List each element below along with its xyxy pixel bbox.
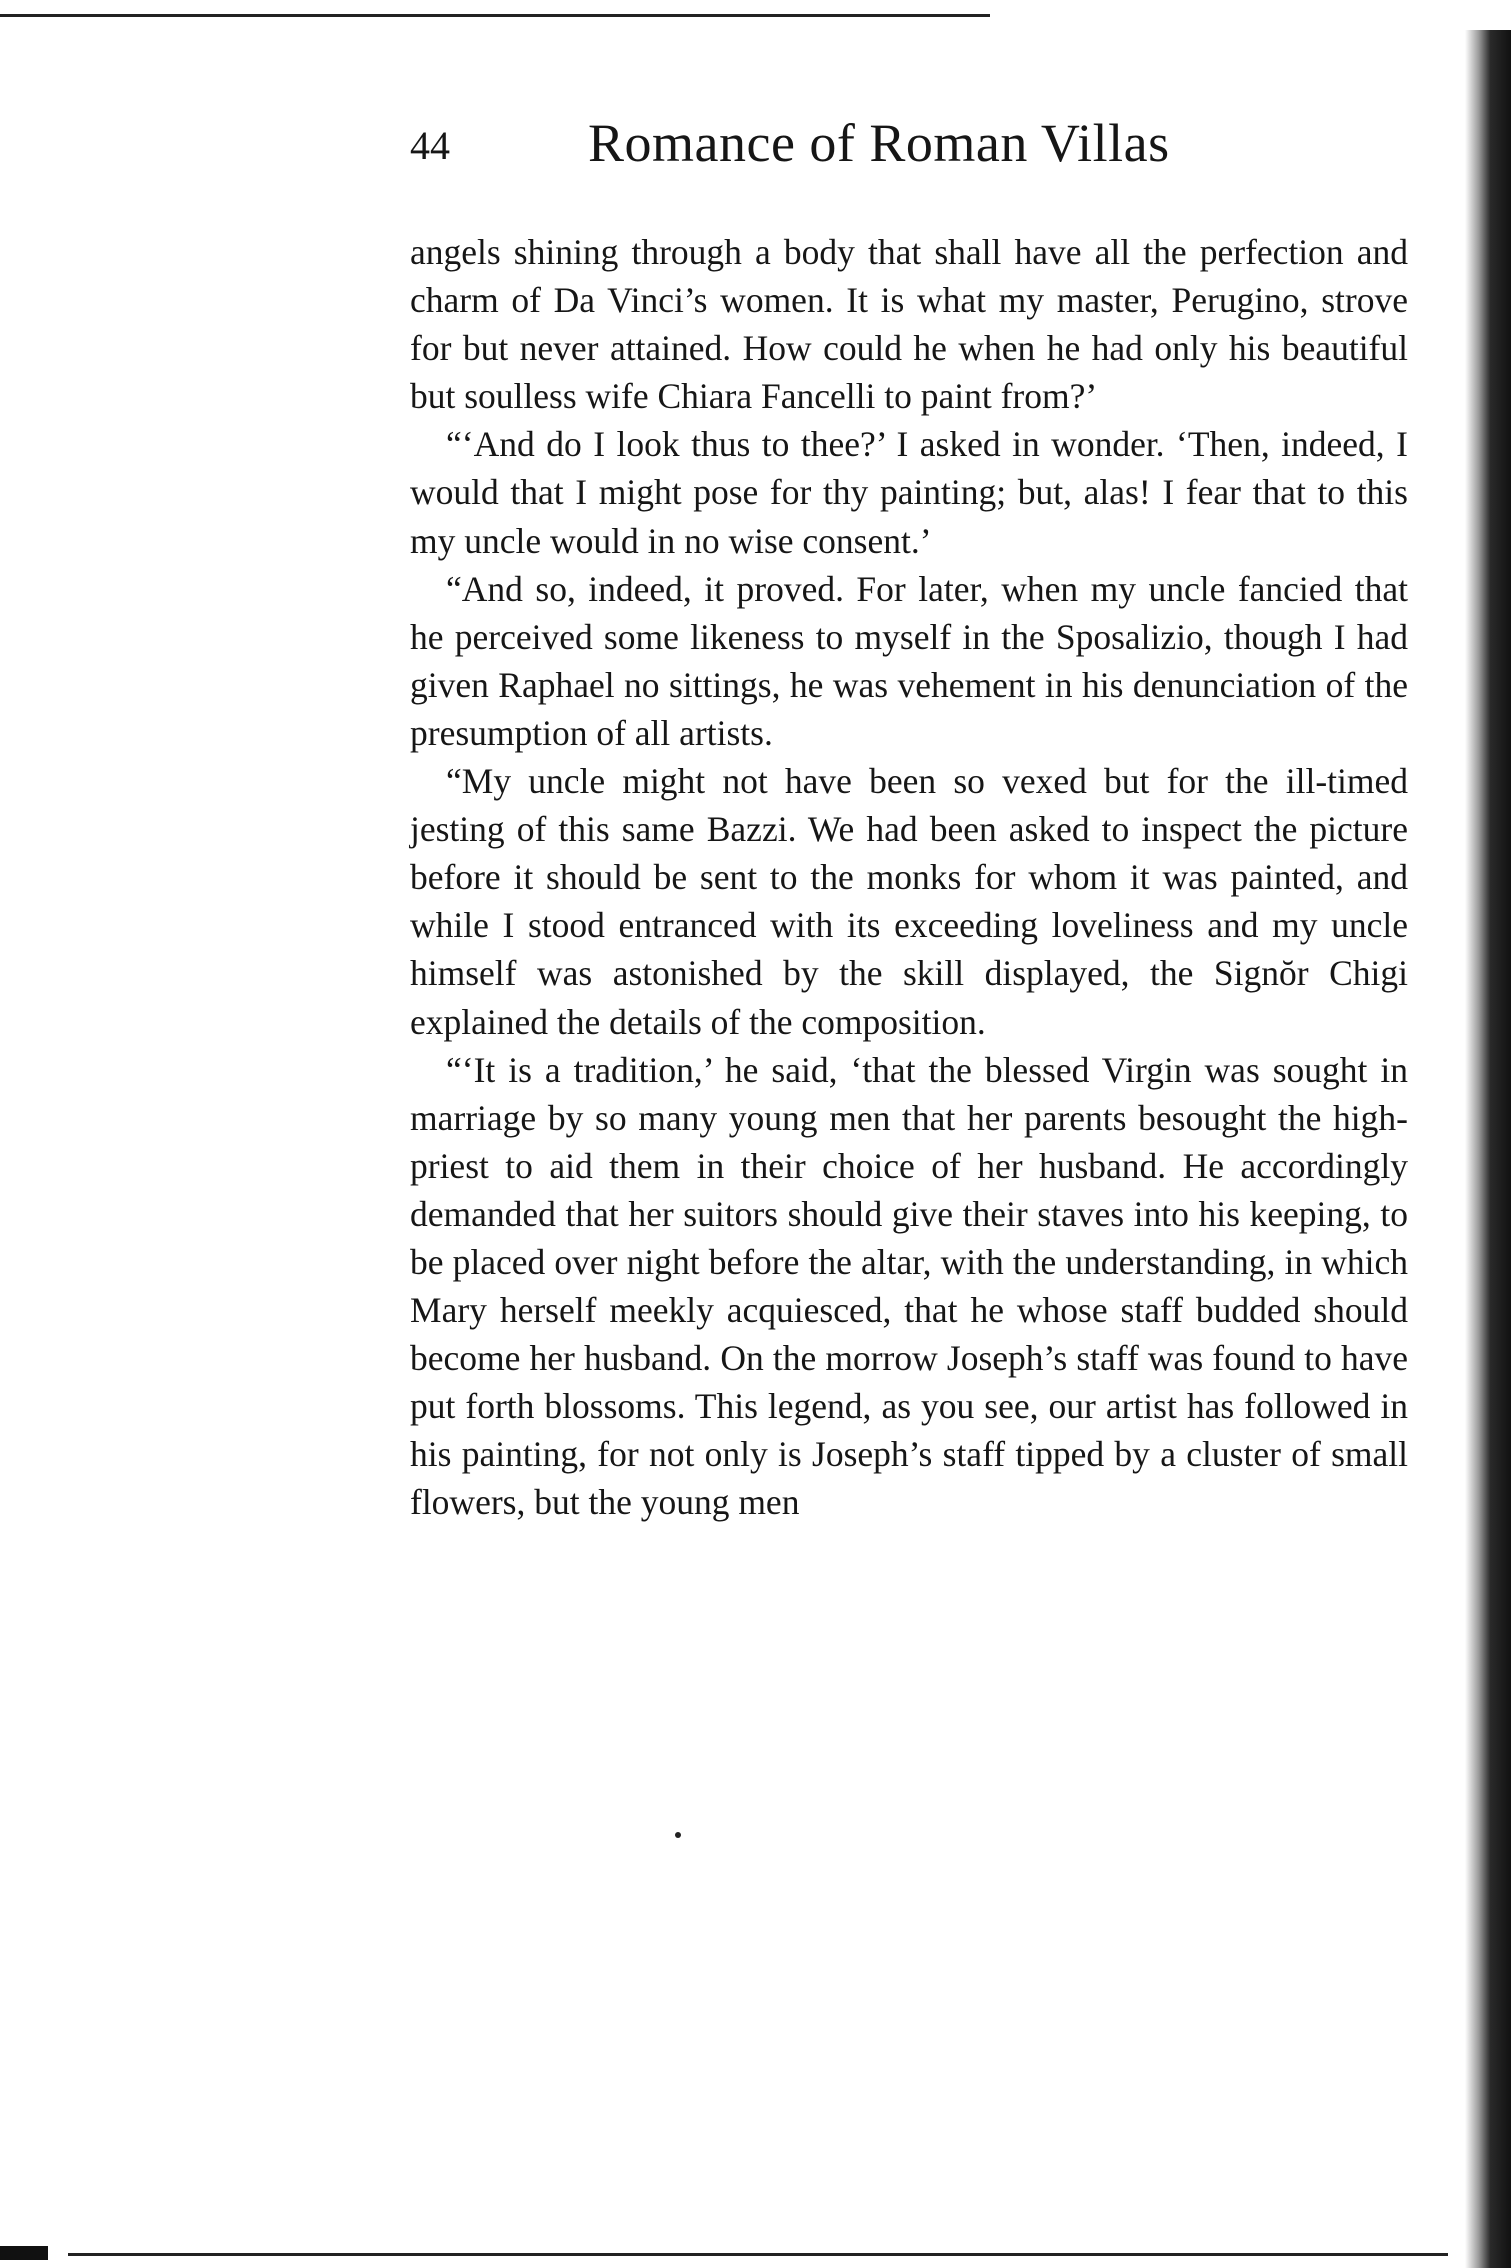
paragraph-4: “My uncle might not have been so vexed but for the ill-timed jesting of this same Bazzi. We had been asked to inspect the picture before it should be sent to the monks for whom it was painted, and while I stood entranced with its exceeding loveliness and my uncle himself was astonished by the skill displayed, the Signŏr Chigi explained the details of the composition.	[410, 761, 1408, 1042]
top-rule	[0, 14, 990, 17]
paragraph-5: “‘It is a tradition,’ he said, ‘that the blessed Virgin was sought in marriage by so many young men that her parents besought the high-priest to aid them in their choice of her husband. He accordingly demanded that her suitors should give their staves into his keeping, to be placed over night before the altar, with the understanding, in which Mary herself meekly acquiesced, that he whose staff budded should become her husband. On the morrow Joseph’s staff was found to have put forth blossoms. This legend, as you see, our artist has followed in his painting, for not only is Joseph’s staff tipped by a cluster of small flowers, but the young men	[410, 1049, 1408, 1523]
page-edge-shadow	[1465, 30, 1511, 2268]
running-title: Romance of Roman Villas	[588, 113, 1170, 173]
stray-ink-dot	[675, 1832, 681, 1838]
paragraph-1: angels shining through a body that shall have all the perfection and charm of Da Vinci’s women. It is what my master, Perugino, strove for but never attained. How could he when he had only his beautiful but soulless wife Chiara Fancelli to paint from?’	[410, 232, 1408, 417]
page-header	[410, 112, 1420, 182]
paragraph-3: “And so, indeed, it proved. For later, when my uncle fancied that he perceived some likeness to myself in the Sposalizio, though I had given Raphael no sittings, he was vehement in his denunciation of the presumption of all artists.	[410, 568, 1408, 753]
body-text	[410, 228, 1408, 1527]
page-number: 44	[410, 123, 450, 168]
bottom-scan-mark	[0, 2246, 48, 2260]
bottom-rule	[68, 2253, 1448, 2256]
paragraph-2: “‘And do I look thus to thee?’ I asked in wonder. ‘Then, indeed, I would that I might pose for thy painting; but, alas! I fear that to this my uncle would in no wise consent.’	[410, 424, 1408, 561]
